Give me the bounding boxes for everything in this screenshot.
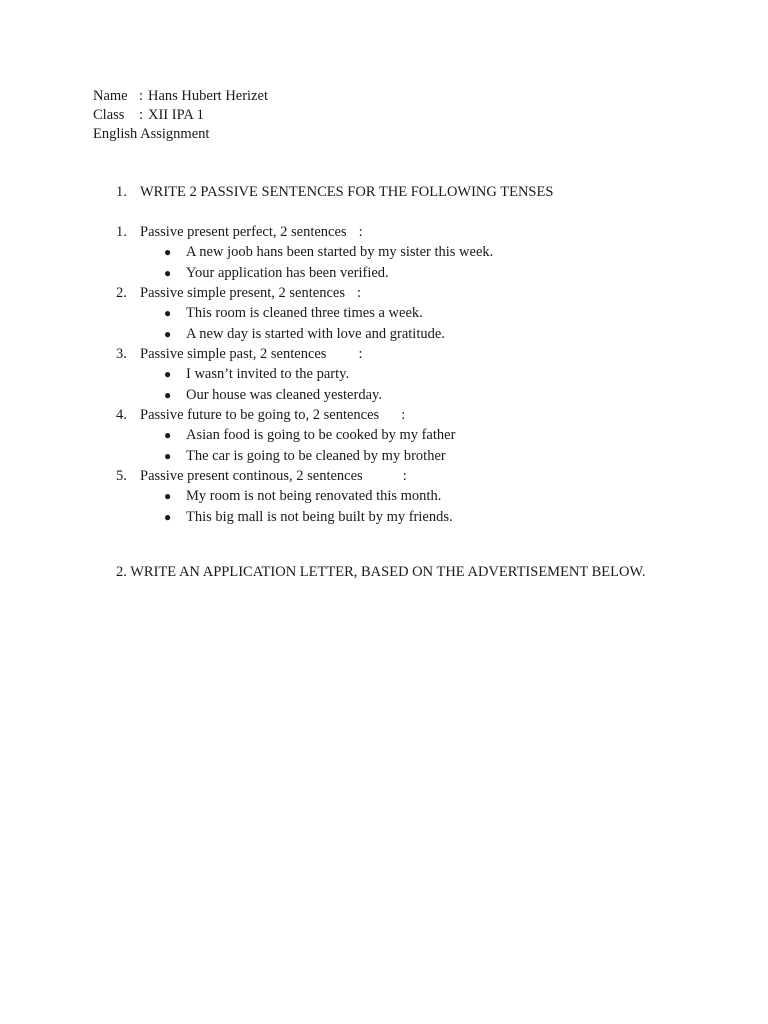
- bullet-icon: ●: [164, 245, 172, 259]
- sentence-text: The car is going to be cleaned by my brother: [186, 447, 446, 464]
- tense-colon: :: [358, 224, 363, 240]
- tense-item: [116, 222, 716, 283]
- sentence-item: [116, 364, 716, 385]
- name-separator: :: [139, 88, 144, 104]
- tense-colon: :: [358, 346, 363, 362]
- tense-list: [116, 222, 716, 527]
- bullet-icon: ●: [164, 428, 172, 442]
- tense-item: [116, 466, 716, 527]
- sentence-item: [116, 324, 716, 345]
- name-label: Name: [93, 88, 128, 104]
- sentence-list: [116, 364, 716, 405]
- sentence-item: [116, 263, 716, 284]
- tense-title: Passive present continous, 2 sentences: [140, 468, 363, 484]
- tense-colon: :: [356, 285, 361, 301]
- question-1-heading: [116, 183, 553, 202]
- student-header: [93, 87, 268, 144]
- tense-colon: :: [402, 468, 407, 484]
- sentence-text: A new day is started with love and gratitude.: [186, 325, 445, 342]
- question-2-text: 2. WRITE AN APPLICATION LETTER, BASED ON THE ADVERTISEMENT BELOW.: [116, 564, 646, 580]
- tense-colon: :: [401, 407, 406, 423]
- tense-number: 1.: [116, 224, 127, 240]
- bullet-icon: ●: [164, 448, 172, 463]
- tense-number: 2.: [116, 285, 127, 301]
- sentence-item: [116, 446, 716, 467]
- sentence-list: [116, 242, 716, 283]
- tense-item: [116, 344, 716, 405]
- tense-title: Passive simple present, 2 sentences: [140, 285, 345, 301]
- sentence-text: This room is cleaned three times a week.: [186, 305, 423, 321]
- question-1-text: WRITE 2 PASSIVE SENTENCES FOR THE FOLLOWING TENSES: [140, 184, 554, 200]
- class-row: [93, 106, 268, 125]
- sentence-item: [116, 486, 716, 507]
- sentence-item: [116, 507, 716, 528]
- bullet-icon: ●: [164, 509, 172, 524]
- tense-item: [116, 405, 716, 466]
- sentence-text: I wasn’t invited to the party.: [186, 366, 350, 382]
- bullet-icon: ●: [164, 387, 172, 402]
- name-row: [93, 87, 268, 106]
- sentence-text: Our house was cleaned yesterday.: [186, 386, 382, 403]
- tense-title: Passive future to be going to, 2 sentences: [140, 407, 380, 423]
- sentence-text: This big mall is not being built by my friends.: [186, 508, 453, 525]
- sentence-list: [116, 425, 716, 466]
- tense-title: Passive simple past, 2 sentences: [140, 346, 327, 362]
- sentence-item: [116, 242, 716, 263]
- sentence-text: A new joob hans been started by my sister this week.: [186, 244, 494, 260]
- tense-number: 5.: [116, 468, 127, 484]
- sentence-text: Your application has been verified.: [186, 264, 389, 281]
- bullet-icon: ●: [164, 306, 172, 320]
- question-1-number: 1.: [116, 184, 127, 200]
- tense-item: [116, 283, 716, 344]
- sentence-item: [116, 385, 716, 406]
- sentence-list: [116, 486, 716, 527]
- sentence-text: My room is not being renovated this month.: [186, 488, 442, 504]
- tense-title: Passive present perfect, 2 sentences: [140, 224, 347, 240]
- subject-row: [93, 125, 268, 144]
- bullet-icon: ●: [164, 326, 172, 341]
- bullet-icon: ●: [164, 265, 172, 280]
- bullet-icon: ●: [164, 489, 172, 503]
- sentence-text: Asian food is going to be cooked by my father: [186, 427, 456, 443]
- sentence-item: [116, 425, 716, 446]
- class-value: XII IPA 1: [148, 107, 204, 123]
- class-label: Class: [93, 107, 125, 123]
- tense-number: 3.: [116, 346, 127, 362]
- tense-number: 4.: [116, 407, 127, 423]
- sentence-list: [116, 303, 716, 344]
- bullet-icon: ●: [164, 367, 172, 381]
- subject-value: English Assignment: [93, 126, 210, 142]
- sentence-item: [116, 303, 716, 324]
- name-value: Hans Hubert Herizet: [148, 88, 268, 104]
- class-separator: :: [139, 107, 144, 123]
